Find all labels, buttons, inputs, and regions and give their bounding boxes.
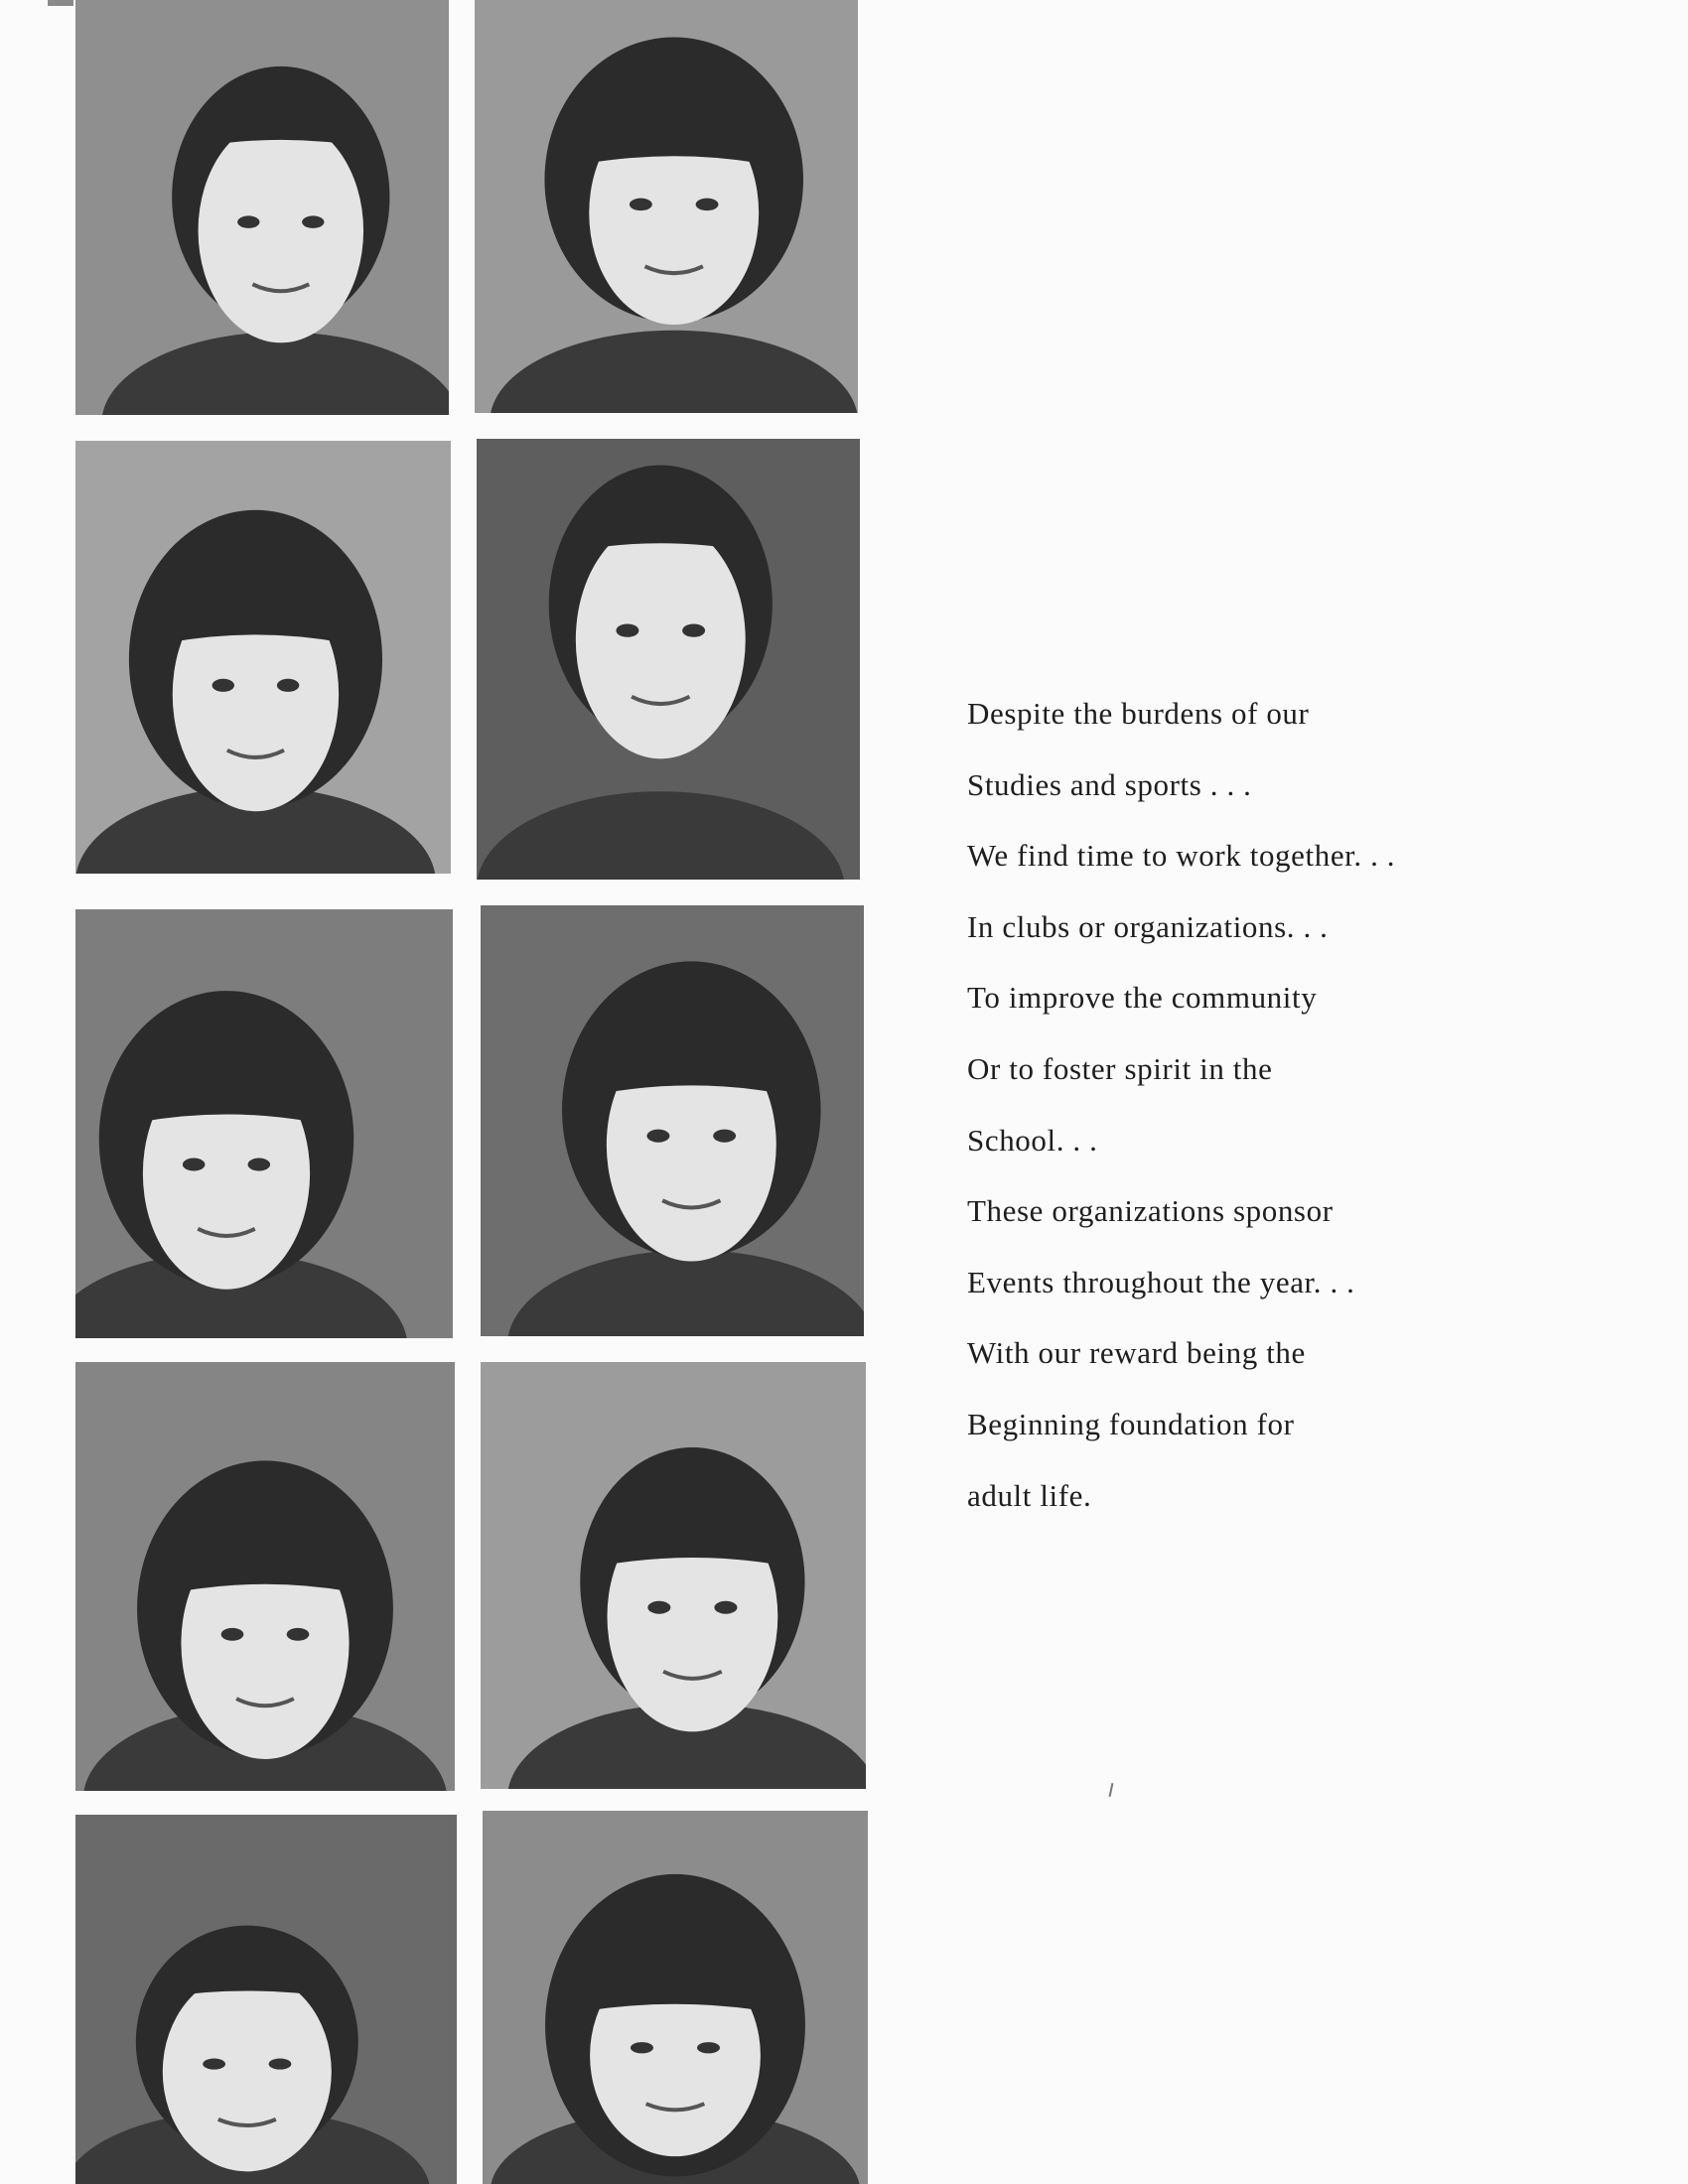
poem-line: These organizations sponsor — [967, 1193, 1334, 1229]
poem-line: adult life. — [967, 1477, 1092, 1513]
poem-line: Or to foster spirit in the — [967, 1050, 1273, 1086]
poem-text-block — [967, 685, 1523, 1538]
photo-2 — [75, 441, 451, 874]
eye-shape — [647, 1601, 670, 1614]
poem-line: To improve the community — [967, 980, 1318, 1016]
portrait-girl-dark-bangs-image — [483, 1811, 868, 2184]
portrait-girl-freckles-image — [477, 439, 860, 880]
photo-5 — [481, 905, 864, 1336]
poem-line: School. . . — [967, 1122, 1098, 1158]
eye-shape — [277, 679, 299, 692]
portrait-girl-bookshelf-image — [475, 0, 858, 413]
eye-shape — [646, 1130, 669, 1143]
face-shape — [163, 1972, 332, 2171]
eye-shape — [714, 1601, 737, 1614]
poem-line: In clubs or organizations. . . — [967, 908, 1329, 944]
poem-line: Events throughout the year. . . — [967, 1264, 1355, 1299]
photo-1 — [475, 0, 858, 413]
eye-shape — [682, 623, 705, 636]
eye-shape — [713, 1130, 736, 1143]
portrait-girl-curls-smile-image — [75, 1362, 455, 1791]
photo-0 — [75, 0, 449, 415]
poem-line: Despite the burdens of our — [967, 696, 1310, 731]
portrait-girl-bob-bangs-image — [75, 441, 451, 874]
eye-shape — [237, 215, 259, 228]
eye-shape — [203, 2059, 225, 2070]
poem-line: With our reward being the — [967, 1335, 1306, 1371]
photo-4 — [75, 909, 453, 1338]
poem-line: Studies and sports . . . — [967, 766, 1252, 802]
poem-line: Beginning foundation for — [967, 1406, 1295, 1441]
stray-print-mark — [1109, 1783, 1114, 1797]
portrait-boy-looking-down-image — [75, 1815, 457, 2184]
portrait-boy-side-part-image — [75, 0, 449, 415]
face-shape — [199, 119, 363, 343]
eye-shape — [212, 679, 234, 692]
eye-shape — [269, 2059, 292, 2070]
eye-shape — [631, 2042, 653, 2053]
photo-6 — [75, 1362, 455, 1791]
eye-shape — [221, 1628, 244, 1641]
eye-shape — [248, 1159, 271, 1171]
portrait-boy-dark-bangs-image — [481, 1362, 866, 1789]
eye-shape — [616, 623, 638, 636]
poem-line: We find time to work together. . . — [967, 838, 1396, 874]
eye-shape — [302, 215, 324, 228]
scan-corner-mark — [48, 0, 73, 6]
eye-shape — [630, 199, 652, 210]
portrait-girl-blonde-bangs-image — [75, 909, 453, 1338]
face-shape — [576, 521, 746, 759]
eye-shape — [696, 199, 719, 210]
photo-3 — [477, 439, 860, 880]
photo-8 — [75, 1815, 457, 2184]
portrait-girl-profile-earring-image — [481, 905, 864, 1336]
photo-7 — [481, 1362, 866, 1789]
photo-9 — [483, 1811, 868, 2184]
eye-shape — [287, 1628, 310, 1641]
eye-shape — [697, 2042, 720, 2053]
eye-shape — [183, 1159, 206, 1171]
